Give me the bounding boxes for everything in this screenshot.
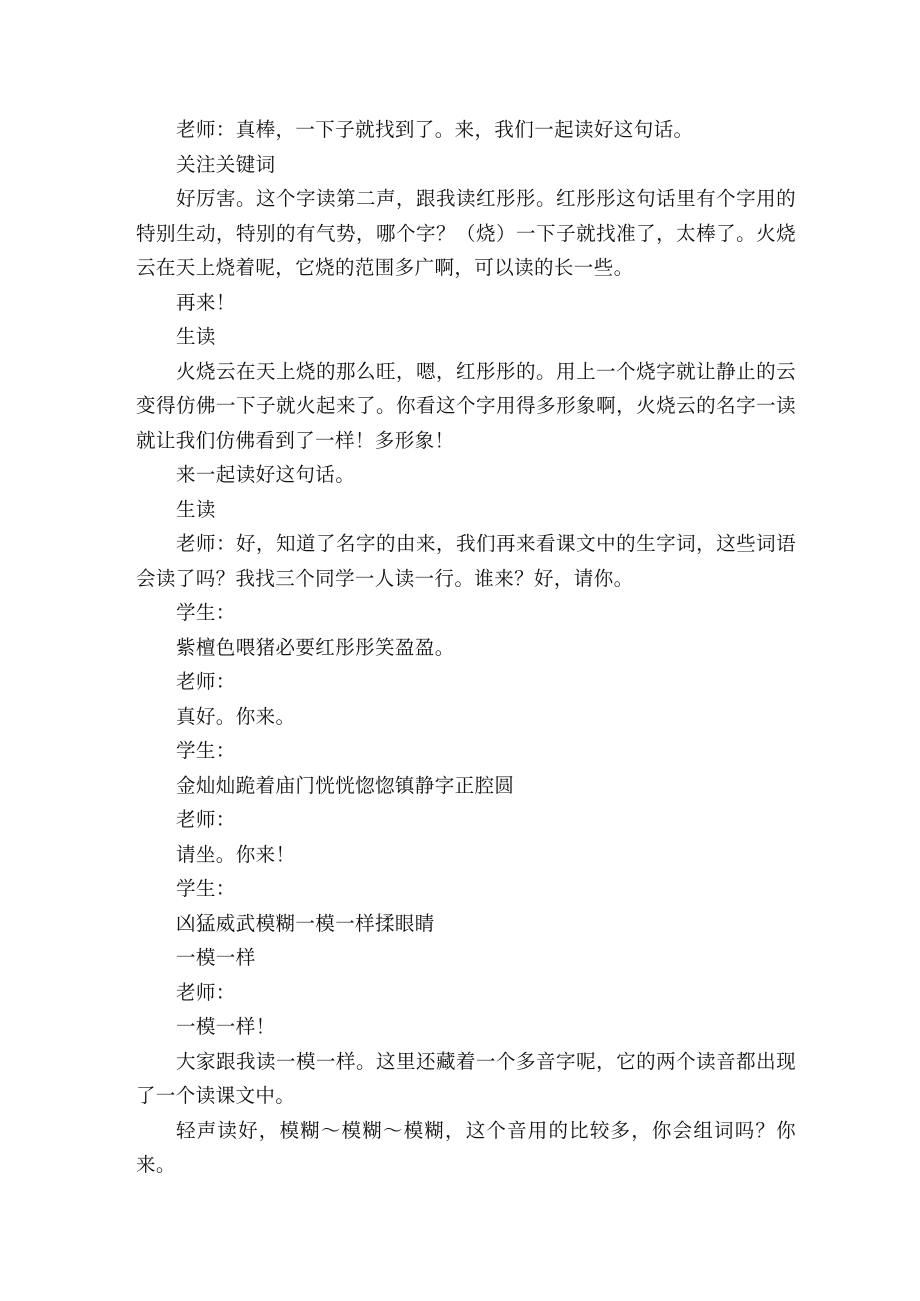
paragraph: 金灿灿跪着庙门恍恍惚惚镇静字正腔圆 — [176, 773, 515, 797]
paragraph: 一模一样！ — [176, 1015, 276, 1038]
paragraph: 再来！ — [176, 290, 236, 314]
paragraph: 学生： — [176, 739, 236, 762]
paragraph: 真好。你来。 — [176, 704, 296, 728]
paragraph: 大家跟我读一模一样。这里还藏着一个多音字呢，它的两个读音都出现了一个读课文中。 — [136, 1049, 796, 1107]
paragraph: 轻声读好，模糊～模糊～模糊，这个音用的比较多，你会组词吗？你来。 — [136, 1118, 796, 1176]
paragraph: 生读 — [176, 497, 216, 521]
paragraph: 老师：好，知道了名字的由来，我们再来看课文中的生字词，这些词语会读了吗？我找三个同学一人读一行。谁来？好，请你。 — [136, 532, 796, 590]
paragraph: 生读 — [176, 325, 216, 348]
paragraph: 学生： — [176, 877, 236, 900]
paragraph: 请坐。你来！ — [176, 842, 296, 866]
paragraph: 好厉害。这个字读第二声，跟我读红彤彤。红彤彤这句话里有个字用的特别生动，特别的有气势，哪个字？（烧）一下子就找准了，太棒了。火烧云在天上烧着呢，它烧的范围多广啊，可以读的长一些。 — [136, 187, 796, 279]
paragraph: 关注关键词 — [176, 152, 276, 176]
paragraph: 老师： — [176, 980, 236, 1004]
document-body — [136, 113, 796, 1183]
paragraph: 紫檀色喂猪必要红彤彤笑盈盈。 — [176, 635, 455, 659]
paragraph: 老师：真棒，一下子就找到了。来，我们一起读好这句话。 — [176, 118, 694, 141]
paragraph: 来一起读好这句话。 — [176, 463, 356, 486]
paragraph: 凶猛威武模糊一模一样揉眼睛 — [176, 911, 435, 935]
paragraph: 老师： — [176, 808, 236, 831]
paragraph: 学生： — [176, 601, 236, 624]
paragraph: 老师： — [176, 670, 236, 693]
paragraph: 火烧云在天上烧的那么旺，嗯，红彤彤的。用上一个烧字就让静止的云变得仿佛一下子就火起来了。你看这个字用得多形象啊，火烧云的名字一读就让我们仿佛看到了一样！多形象！ — [136, 359, 796, 452]
paragraph: 一模一样 — [176, 946, 256, 969]
